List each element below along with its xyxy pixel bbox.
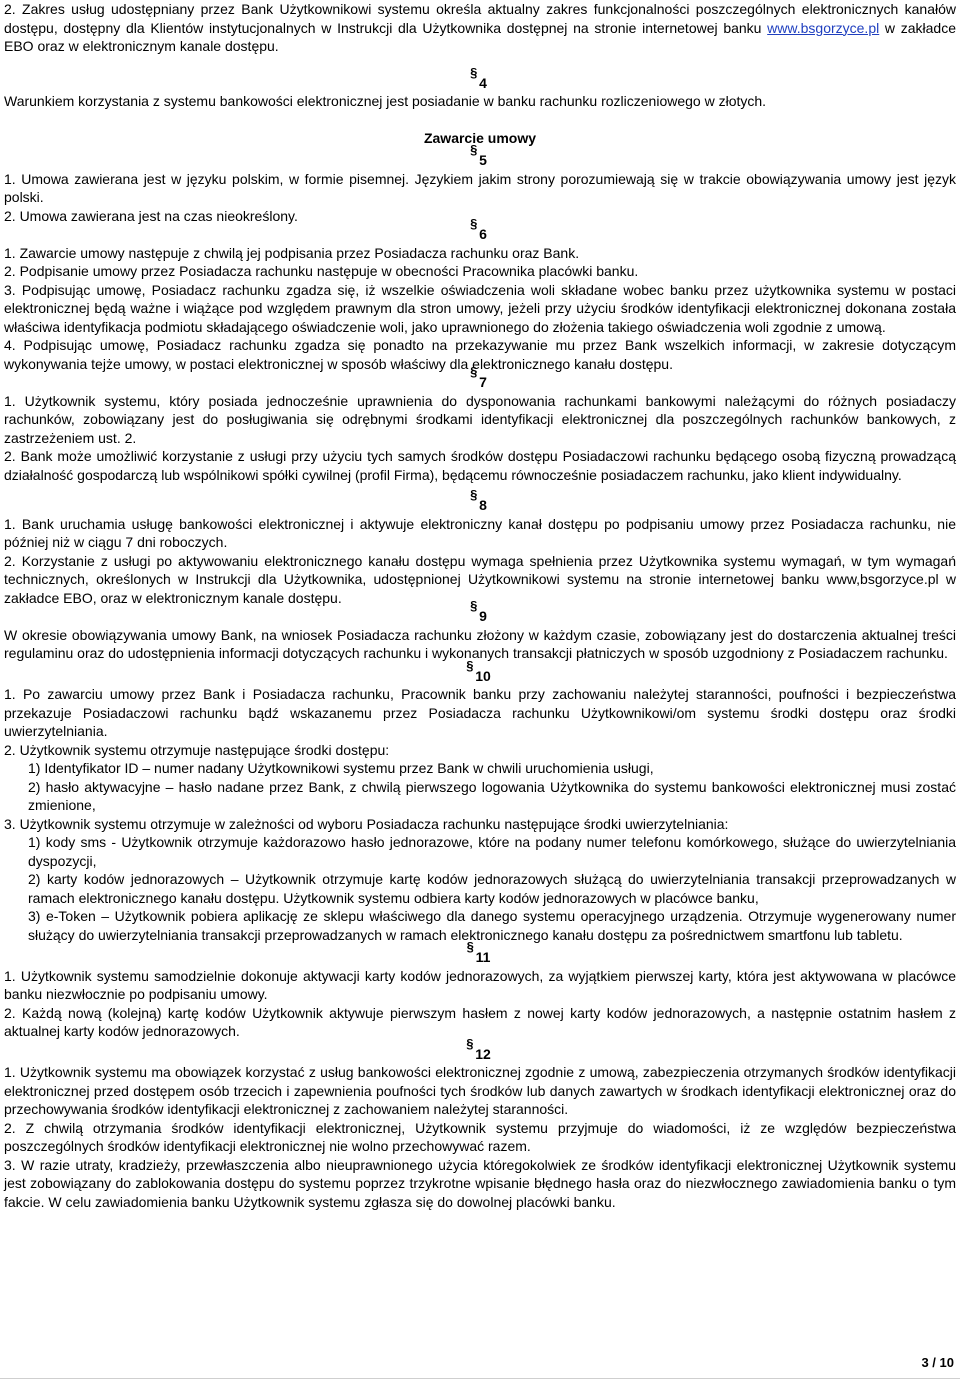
section-10-item-3-3: 3) e-Token – Użytkownik pobiera aplikację ze sklepu właściwego dla danego systemu operacyjnego urządzenia. Otrzymuje wygenerowany numer służący do uwierzytelniania transakcji przeprowadzanych w ramach elektronicznego kanału dostępu za pośrednictwem smartfonu lub tabletu. (28, 908, 956, 943)
section-8-paragraph-2: 2. Korzystanie z usługi po aktywowaniu elektronicznego kanału dostępu wymaga spełnienia przez Użytkownika systemu wymagań, w tym wymagań technicznych, określonych w Instrukcji dla Użytkownika, udostępnionej Użytkownikowi systemu na stronie internetowej banku www,bsgorzyce.pl w zakładce EBO, oraz w elektronicznym kanale dostępu. (4, 552, 956, 606)
section-5-paragraph-2: 2. Umowa zawierana jest na czas nieokreślony. (4, 207, 298, 224)
section-6-paragraph-2: 2. Podpisanie umowy przez Posiadacza rachunku następuje w obecności Pracownika placówki banku. (4, 263, 639, 279)
section-6-paragraph-4: 4. Podpisując umowę, Posiadacz rachunku zgadza się ponadto na przekazywanie mu przez Bank wszelkich informacji, w zakresie dotyczącym wykonywania tejże umowy, w postaci elektronicznej w sposób właściwy dla elektronicznego kanału dostępu. (4, 337, 956, 372)
section-6-heading (4, 225, 956, 244)
section-8-paragraph-1: 1. Bank uruchamia usługę bankowości elektronicznej i aktywuje elektroniczny kanał dostępu po podpisaniu umowy przez Posiadacza rachunku, nie później niż w ciągu 7 dni roboczych. (4, 515, 956, 550)
section-6-paragraph-3: 3. Podpisując umowę, Posiadacz rachunku zgadza się, iż wszelkie oświadczenia woli składane wobec banku przez użytkownika systemu w postaci elektronicznej będą ważne i wiążące pod względem prawnym dla stron umowy, jeżeli przy użyciu środków identyfikacji elektronicznej dokonana została właściwa identyfikacja podmiotu składającego oświadczenie woli, jako uprawnionego do złożenia takiego oświadczenia woli zgodnie z umową. (4, 281, 956, 335)
section-11-paragraph-1: 1. Użytkownik systemu samodzielnie dokonuje aktywacji karty kodów jednorazowych, za wyjątkiem pierwszej karty, która jest aktywowana w placówce banku niezwłocznie po podpisaniu umowy. (4, 967, 956, 1002)
section-number: § 4 (473, 74, 487, 93)
bank-website-link[interactable]: www.bsgorzyce.pl (767, 19, 880, 36)
section-10-item-3-2: 2) karty kodów jednorazowych – Użytkownik otrzymuje kartę kodów jednorazowych służącą do uwierzytelniania transakcji przeprowadzanych w ramach elektronicznego kanału dostępu. Użytkownik systemu odbiera karty kodów jednorazowych w placówce banku, (28, 871, 956, 906)
page-bottom-rule (0, 1378, 960, 1379)
section-10-paragraph-3: 3. Użytkownik systemu otrzymuje w zależności od wyboru Posiadacza rachunku następujące środki uwierzytelniania: (4, 815, 729, 832)
section-number: § 8 (473, 496, 487, 515)
page-number: 3 / 10 (921, 1355, 954, 1370)
section-6-paragraph-1: 1. Zawarcie umowy następuje z chwilą jej podpisania przez Posiadacza rachunku oraz Bank. (4, 244, 580, 261)
section-7-paragraph-1: 1. Użytkownik systemu, który posiada jednocześnie uprawnienia do dysponowania rachunkami bankowymi należącymi do różnych posiadaczy rachunków, zobowiązany jest do posługiwania się odrębnymi środkami identyfikacji elektronicznej dla poszczególnych rachunków bankowych, z zastrzeżeniem ust. 2. (4, 392, 956, 446)
intro-text: 2. Zakres usług udostępniany przez Bank Użytkownikowi systemu określa aktualny zakres funkcjonalności poszczególnych elektronicznych kanałów dostępu, dostępny dla Klientów instytucjonalnych w Instrukcji dla Użytkownika dostępnej na stronie internetowej banku (4, 1, 956, 36)
intro-text-end: w zakładce EBO oraz w elektronicznym kanale dostępu. (4, 19, 956, 54)
section-5-heading (4, 151, 956, 170)
section-10-item-3-1: 1) kody sms - Użytkownik otrzymuje każdorazowo hasło jednorazowe, które na podany numer telefonu komórkowego, służące do uwierzytelniania dyspozycji, (28, 834, 956, 869)
section-5-paragraph-1: 1. Umowa zawierana jest w języku polskim, w formie pisemnej. Językiem jakim strony porozumiewają się w trakcie obowiązywania umowy jest język polski. (4, 170, 956, 205)
section-number: § 11 (470, 948, 491, 967)
section-8-heading (4, 496, 956, 515)
section-7-paragraph-2: 2. Bank może umożliwić korzystanie z usługi przy użyciu tych samych środków dostępu Posiadaczowi rachunku będącego osobą fizyczną prowadzącą działalność gospodarczą lub wspólnikowi spółki cywilnej (profil Firma), będącemu równocześnie posiadaczem rachunku, jako klient indywidualny. (4, 448, 956, 483)
section-number: § 10 (469, 667, 491, 686)
section-10-paragraph-1: 1. Po zawarciu umowy przez Bank i Posiadacza rachunku, Pracownik banku przy zachowaniu należytej staranności, poufności i bezpieczeństwa przekazuje Posiadaczowi rachunku bądź wskazanemu przez Posiadacza rachunku Użytkownikowi/om systemu środki dostępu oraz środki uwierzytelniania. (4, 686, 956, 739)
section-9-paragraph-1: W okresie obowiązywania umowy Bank, na wniosek Posiadacza rachunku złożony w każdym czasie, zobowiązany jest do dostarczenia aktualnej treści regulaminu oraz do udostępnienia informacji dotyczących rachunku i wykonanych transakcji płatniczych w sposób uzgodniony z Posiadaczem rachunku. (4, 626, 956, 661)
section-10-item-2-1: 1) Identyfikator ID – numer nadany Użytkownikowi systemu przez Bank w chwili uruchomienia usługi, (28, 760, 654, 776)
section-12-heading (4, 1045, 956, 1064)
section-number: § 6 (473, 225, 487, 244)
section-4-heading (4, 74, 956, 93)
section-11-heading (4, 948, 956, 967)
section-number: § 12 (469, 1045, 491, 1064)
section-12-paragraph-1: 1. Użytkownik systemu ma obowiązek korzystać z usług bankowości elektronicznej zgodnie z umową, zabezpieczenia otrzymanych środków identyfikacji elektronicznej przed dostępem osób trzecich i zapewnienia poufności tych środków lub danych zawartych w środkach identyfikacji elektronicznej oraz do przechowywania środków identyfikacji elektronicznej z zachowaniem należytej staranności. (4, 1064, 956, 1117)
section-12-paragraph-3: 3. W razie utraty, kradzieży, przewłaszczenia albo nieuprawnionego użycia któregokolwiek ze środków identyfikacji elektronicznej Użytkownik systemu jest zobowiązany do zablokowania dostępu do systemu poprzez trzykrotne wpisanie błędnego hasła oraz do niezwłocznego zawiadomienia banku o tym fakcie. W celu zawiadomienia banku Użytkownik systemu zgłasza się do dowolnej placówki banku. (4, 1156, 956, 1210)
section-7-heading (4, 373, 956, 392)
section-10-item-2-2: 2) hasło aktywacyjne – hasło nadane przez Bank, z chwilą pierwszego logowania Użytkownika do systemu bankowości elektronicznej musi zostać zmienione, (28, 778, 956, 813)
section-11-paragraph-2: 2. Każdą nową (kolejną) kartę kodów Użytkownik aktywuje pierwszym hasłem z nowej karty kodów jednorazowych, a następnie ostatnim hasłem z aktualnej karty kodów jednorazowych. (4, 1004, 956, 1039)
document-page (4, 0, 956, 1211)
intro-paragraph (4, 0, 956, 56)
contract-heading: Zawarcie umowy (423, 129, 537, 146)
section-9-heading (4, 607, 956, 626)
section-number: § 5 (473, 151, 487, 170)
section-4-paragraph-1: Warunkiem korzystania z systemu bankowości elektronicznej jest posiadanie w banku rachunku rozliczeniowego w złotych. (4, 93, 767, 109)
section-10-heading (4, 667, 956, 686)
section-10-paragraph-2: 2. Użytkownik systemu otrzymuje następujące środki dostępu: (4, 741, 390, 758)
section-12-paragraph-2: 2. Z chwilą otrzymania środków identyfikacji elektronicznej, Użytkownik systemu przyjmuje do wiadomości, iż ze względów bezpieczeństwa poszczególnych środków identyfikacji elektronicznej nie wolno przechowywać razem. (4, 1119, 956, 1154)
section-number: § 7 (473, 373, 487, 392)
section-number: § 9 (473, 607, 487, 626)
